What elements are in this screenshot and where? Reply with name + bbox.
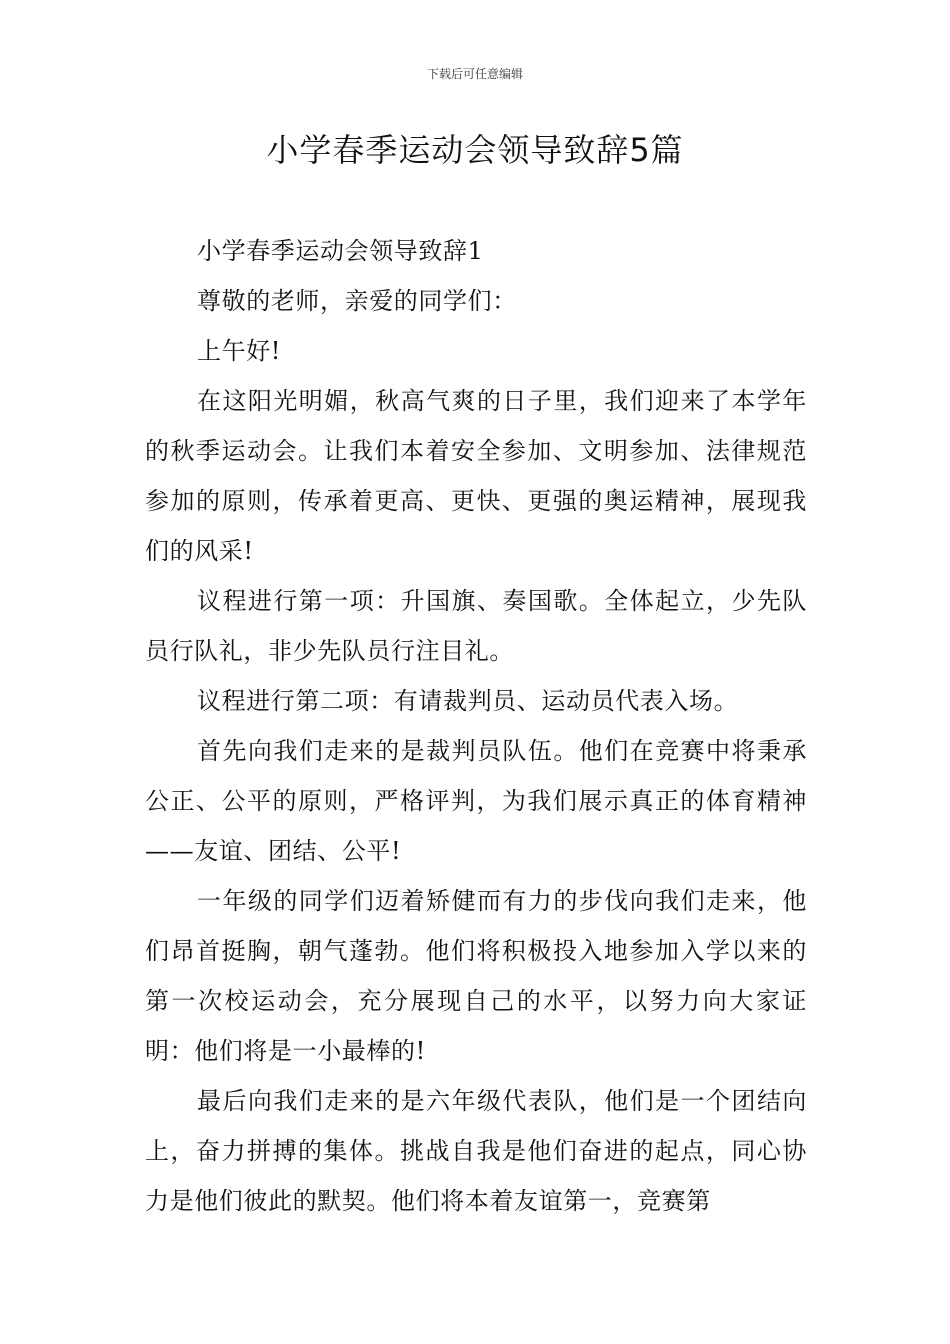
document-body [145,226,807,1226]
paragraph-referees: 首先向我们走来的是裁判员队伍。他们在竞赛中将秉承公正、公平的原则，严格评判，为我们展示真正的体育精神——友谊、团结、公平! [145,737,807,865]
paragraph-grade-one: 一年级的同学们迈着矫健而有力的步伐向我们走来，他们昂首挺胸，朝气蓬勃。他们将积极投入地参加入学以来的第一次校运动会，充分展现自己的水平，以努力向大家证明：他们将是一小最棒的! [145,887,807,1065]
paragraph-opening: 在这阳光明媚，秋高气爽的日子里，我们迎来了本学年的秋季运动会。让我们本着安全参加、文明参加、法律规范参加的原则，传承着更高、更快、更强的奥运精神，展现我们的风采! [145,387,807,565]
paragraph-agenda-item-2: 议程进行第二项：有请裁判员、运动员代表入场。 [197,687,739,715]
header-note: 下载后可任意编辑 [426,67,523,81]
paragraph-salutation: 尊敬的老师，亲爱的同学们： [197,287,517,315]
paragraph-greeting: 上午好! [197,337,282,365]
paragraph-agenda-item-1: 议程进行第一项：升国旗、奏国歌。全体起立，少先队员行队礼，非少先队员行注目礼。 [145,587,807,665]
paragraph-grade-six: 最后向我们走来的是六年级代表队，他们是一个团结向上，奋力拼搏的集体。挑战自我是他们奋进的起点，同心协力是他们彼此的默契。他们将本着友谊第一，竞赛第 [145,1087,807,1215]
paragraph-subtitle: 小学春季运动会领导致辞1 [197,237,484,265]
document-title: 小学春季运动会领导致辞5篇 [266,131,684,169]
